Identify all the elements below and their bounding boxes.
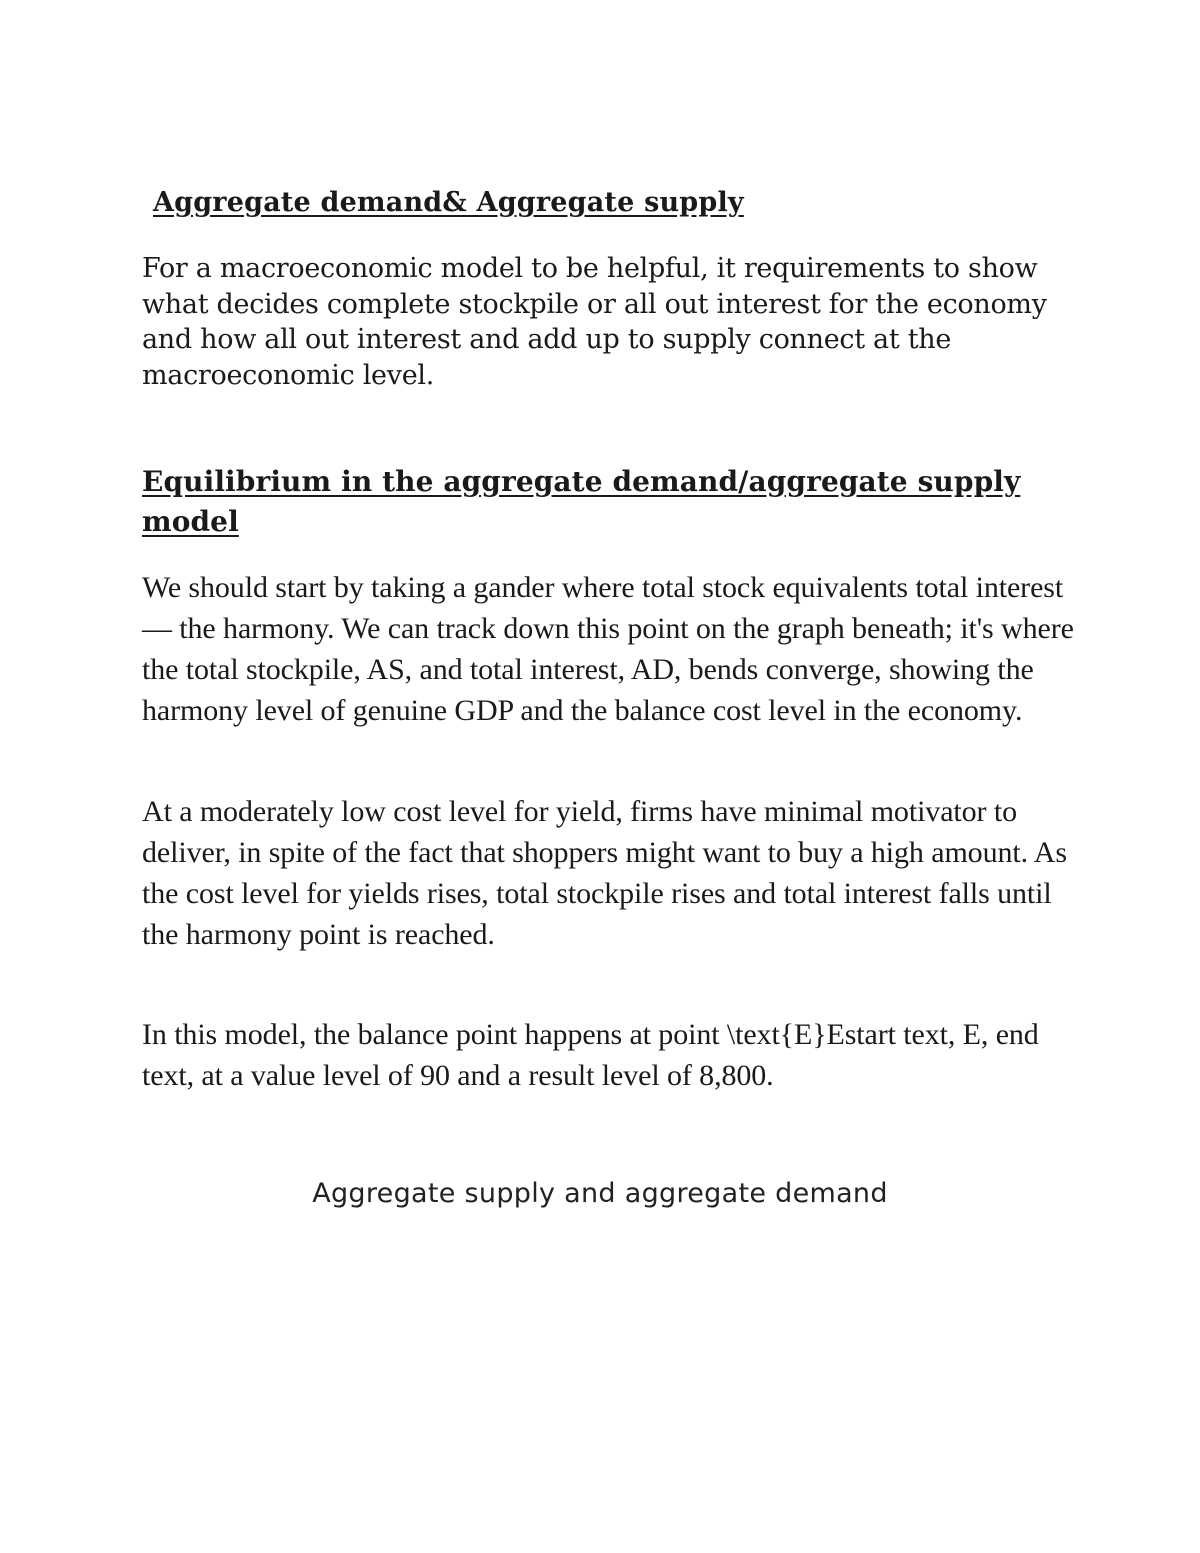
intro-paragraph: For a macroeconomic model to be helpful, it requirements to show what decides complete stockpile or all out interest for the economy and how all out interest and add up to supply connect at the macroeconomic level. [142, 253, 1047, 391]
section-heading: Equilibrium in the aggregate demand/aggregate supply model [142, 465, 1021, 538]
figure-caption: Aggregate supply and aggregate demand [312, 1178, 888, 1209]
body-paragraph-balance-point: In this model, the balance point happens at point \text{E}Estart text, E, end text, at a value level of 90 and a result level of 8,800. [142, 1018, 1039, 1092]
body-paragraph-price-level: At a moderately low cost level for yield, firms have minimal motivator to deliver, in spite of the fact that shoppers might want to buy a high amount. As the cost level for yields rises, total stockpile rises and total interest falls until the harmony point is reached. [142, 795, 1067, 951]
document-title: Aggregate demand& Aggregate supply [153, 187, 744, 218]
body-paragraph-equilibrium: We should start by taking a gander where total stock equivalents total interest — the harmony. We can track down this point on the graph beneath; it's where the total stockpile, AS, and total interest, AD, bends converge, showing the harmony level of genuine GDP and the balance cost level in the economy. [142, 571, 1074, 727]
